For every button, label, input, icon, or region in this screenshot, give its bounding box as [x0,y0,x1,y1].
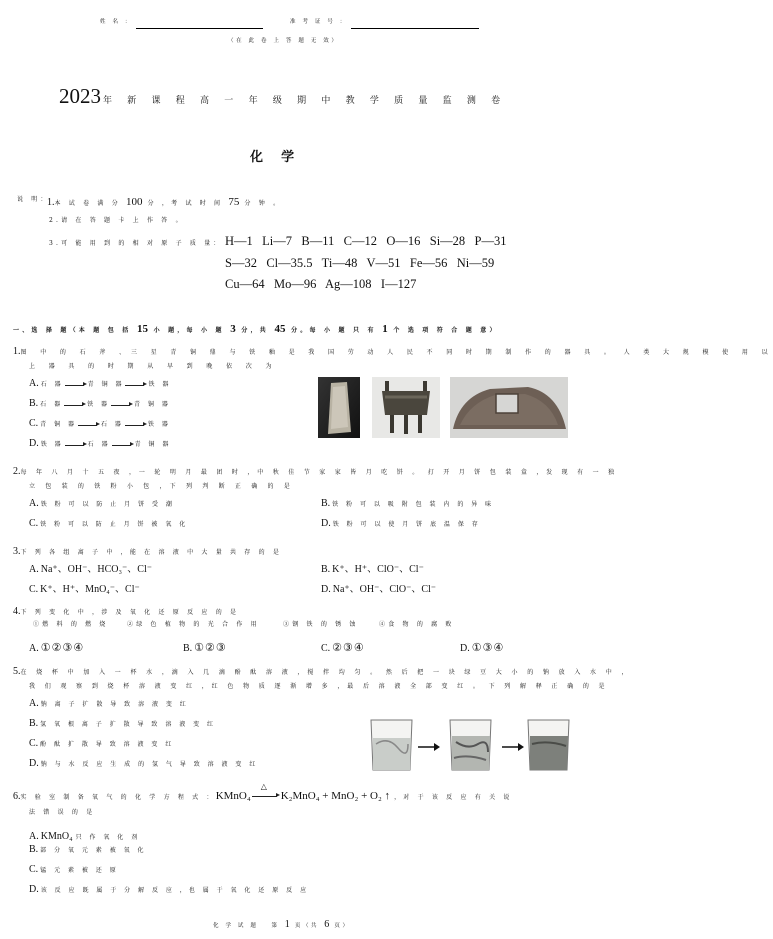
exam-title [59,84,506,109]
question-1-line2: 上 器 具 的 时 期 从 早 到 晚 依 次 为 [29,363,278,370]
q4-option-c[interactable]: C. ②③④ [321,641,365,654]
q4-item-1: ①燃 料 的 燃 烧 [33,621,109,628]
exam-number-line[interactable] [351,28,479,29]
atomic-masses-line2: S—32 Cl—35.5 Ti—48 V—51 Fe—56 Ni—59 [225,256,495,270]
q6-option-d[interactable]: D. 该 反 应 既 属 于 分 解 反 应 ，也 属 于 氧 化 还 原 反 应 [29,884,310,895]
question-6-line2: 法 错 误 的 是 [29,809,96,816]
question-3: 3.下 列 各 组 离 子 中 ，能 在 溶 液 中 大 量 共 存 的 是 [13,546,283,557]
instruction-1: 1.本 试 卷 满 分 100 分 ，考 试 时 间 75 分 钟 。 [47,196,283,208]
beaker-1 [371,720,412,770]
beaker-2 [450,720,491,770]
arrow-1 [418,743,440,751]
q3-option-a[interactable]: A. Na⁺、OH⁻、HCO₃⁻、Cl⁻ [29,564,152,575]
q4-option-b[interactable]: B. ①②③ [183,641,227,654]
q1-option-c[interactable]: C. 青 铜 器 石 器 铁 器 [29,418,171,429]
q2-option-b[interactable]: B. 铁 粉 可 以 吸 附 包 装 内 的 异 味 [321,498,495,509]
question-1: 1.图 中 的 石 斧 、三 星 青 铜 鼎 与 铁 釉 是 我 国 劳 动 人 民 不 同 时 期 制 作 的 器 具 。 人 类 大 规 模 使 用 以 [13,346,773,357]
q1-option-a[interactable]: A. 石 器 青 铜 器 铁 器 [29,378,172,389]
q4-item-4: ④食 物 的 腐 败 [379,621,455,628]
q5-option-a[interactable]: A. 钠 离 子 扩 散 导 致 溶 液 变 红 [29,698,189,709]
beaker-3 [528,720,569,770]
question-5-line2: 我 们 观 察 到 烧 杯 溶 液 变 红 ，红 色 物 质 逐 渐 增 多 ，最 后 溶 液 全 部 变 红 。 下 列 解 释 正 确 的 是 [29,683,609,690]
q5-option-c[interactable]: C. 酚 酞 扩 散 导 致 溶 液 变 红 [29,738,175,749]
no-answer-note: （在 此 卷 上 答 题 无 效） [228,38,340,44]
question-5: 5.在 烧 杯 中 加 入 一 杯 水 ，滴 入 几 滴 酚 酞 溶 液 ，搅 拌 均 匀 。 然 后 把 一 块 绿 豆 大 小 的 钠 放 入 水 中 ， [13,666,632,677]
q3-option-c[interactable]: C. K⁺、H⁺、MnO₄⁻、Cl⁻ [29,584,140,595]
atomic-masses-line1: H—1 Li—7 B—11 C—12 O—16 Si—28 P—31 [225,234,507,248]
stone-axe-image [318,377,360,438]
question-2-line2: 立 包 装 的 铁 粉 小 包 ，下 列 判 断 正 确 的 是 [29,483,295,490]
q4-option-a[interactable]: A. ①②③④ [29,641,85,654]
section-1-heading: 一、选 择 题（本 题 包 括 15 小 题，每 小 题 3 分，共 45 分。每 小 题 只 有 1 个 选 项 符 合 题 意） [13,323,499,335]
q2-option-a[interactable]: A. 铁 粉 可 以 防 止 月 饼 受 潮 [29,498,175,509]
heat-arrow: △ [251,790,281,800]
q4-item-3: ③钢 铁 的 锈 蚀 [283,621,359,628]
arrow-2 [502,743,524,751]
beaker-sequence-image [368,714,570,774]
name-line[interactable] [136,28,263,29]
q3-option-b[interactable]: B. K⁺、H⁺、ClO⁻、Cl⁻ [321,564,424,575]
q2-option-c[interactable]: C. 铁 粉 可 以 防 止 月 饼 被 氧 化 [29,518,189,529]
q1-option-b[interactable]: B. 石 器 铁 器 青 铜 器 [29,398,171,409]
q4-item-2: ②绿 色 植 物 的 光 合 作 用 [127,621,260,628]
q2-option-d[interactable]: D. 铁 粉 可 以 使 月 饼 底 温 保 存 [321,518,481,529]
name-label: 姓 名 ： [100,19,133,25]
q5-option-d[interactable]: D. 钠 与 水 反 应 生 成 的 氢 气 导 致 溶 液 变 红 [29,758,259,769]
instruction-3-label: 3.可 能 用 到 的 相 对 原 子 质 量： [49,240,223,247]
q1-option-d[interactable]: D. 铁 器 石 器 青 铜 器 [29,438,172,449]
instructions-label: 说 明： [17,196,50,203]
instruction-2: 2.请 在 答 题 卡 上 作 答 。 [49,217,185,224]
q5-option-b[interactable]: B. 氢 氧 根 离 子 扩 散 导 致 溶 液 变 红 [29,718,217,729]
q3-option-d[interactable]: D. Na⁺、OH⁻、ClO⁻、Cl⁻ [321,584,437,595]
title-year: 2023 [59,84,101,108]
q6-option-b[interactable]: B. 部 分 氧 元 素 被 氧 化 [29,844,147,855]
bronze-ding-image [372,377,440,438]
atomic-masses-line3: Cu—64 Mo—96 Ag—108 I—127 [225,277,417,291]
iron-artifact-image [450,377,568,438]
question-4: 4.下 列 变 化 中 ，涉 及 氧 化 还 原 反 应 的 是 [13,606,240,617]
exam-number-label: 准 考 证 号 ： [290,19,348,25]
q6-option-c[interactable]: C. 锰 元 素 被 还 原 [29,864,119,875]
question-2: 2.每 年 八 月 十 五 夜 ，一 轮 明 月 最 团 时 ，中 秋 佳 节 家 家 皆 月 吃 饼 。 打 开 月 饼 包 装 盒 ，发 现 有 一 独 [13,466,618,477]
page-footer: 化 学 试 题 第 1 页（共 6 页） [213,919,351,930]
subject-title: 化 学 [250,150,295,165]
q6-option-a[interactable]: A. KMnO₄ 只 作 氧 化 剂 [29,831,141,842]
title-text: 年 新 课 程 高 一 年 级 期 中 教 学 质 量 监 测 卷 [103,96,507,106]
question-6: 6.实 验 室 制 备 氧 气 的 化 学 方 程 式 ：KMnO₄ △ K₂MnO₄ + MnO₂ + O₂ ↑ ，对 于 该 反 应 有 关 说 [13,781,513,802]
q4-option-d[interactable]: D. ①③④ [460,641,505,654]
